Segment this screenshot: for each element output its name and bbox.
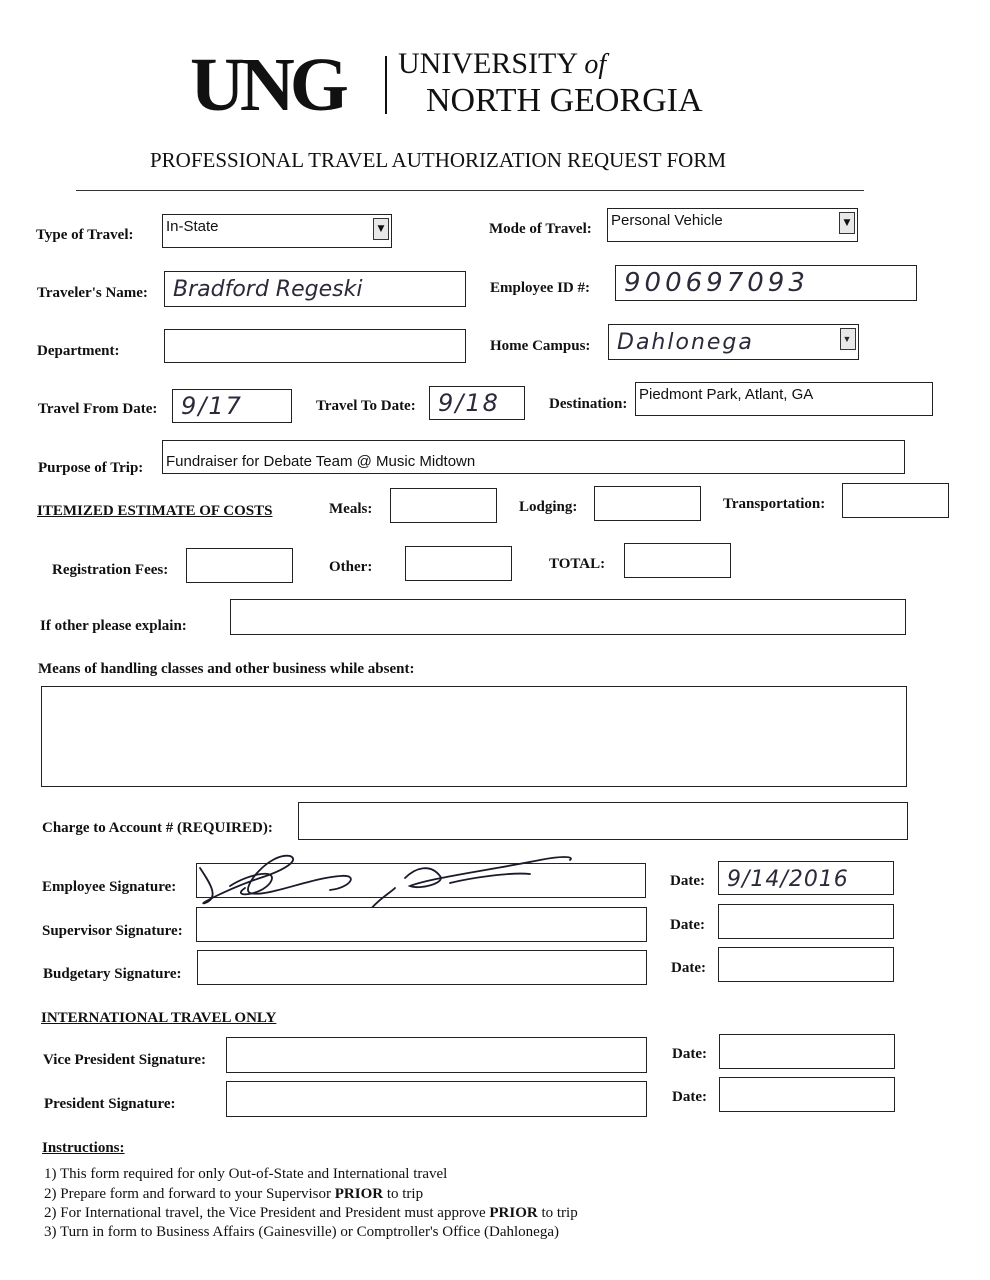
supervisor-date-field[interactable] bbox=[718, 904, 894, 939]
employee-date-field[interactable] bbox=[718, 861, 894, 895]
instruction-emphasis: PRIOR bbox=[334, 1186, 384, 1202]
instruction-text: 2) Prepare form and forward to your Supervisor bbox=[44, 1186, 335, 1202]
logo-divider bbox=[385, 56, 387, 114]
title-rule bbox=[76, 190, 864, 191]
department-label: Department: bbox=[37, 343, 120, 359]
employee-id-field[interactable] bbox=[615, 265, 917, 301]
travelers-name-field[interactable] bbox=[164, 271, 466, 307]
travel-to-date-label: Travel To Date: bbox=[316, 398, 416, 414]
budgetary-date-label: Date: bbox=[671, 960, 706, 976]
home-campus-select[interactable] bbox=[608, 324, 859, 360]
home-campus-value: Dahlonega bbox=[617, 330, 754, 355]
budgetary-signature-label: Budgetary Signature: bbox=[43, 966, 182, 982]
lodging-label: Lodging: bbox=[519, 499, 578, 515]
instructions-heading: Instructions: bbox=[42, 1140, 125, 1156]
other-explain-label: If other please explain: bbox=[40, 618, 187, 634]
instruction-item bbox=[44, 1186, 423, 1203]
budgetary-signature-field[interactable] bbox=[197, 950, 647, 985]
destination-label: Destination: bbox=[549, 396, 628, 412]
purpose-of-trip-label: Purpose of Trip: bbox=[38, 460, 144, 476]
lodging-field[interactable] bbox=[594, 486, 701, 521]
charge-account-label: Charge to Account # (REQUIRED): bbox=[42, 820, 273, 836]
instruction-text: 1) This form required for only Out-of-State and International travel bbox=[44, 1166, 448, 1182]
logo-mark: UNG bbox=[190, 43, 344, 127]
meals-label: Meals: bbox=[329, 501, 373, 517]
travel-to-date-field[interactable] bbox=[429, 386, 525, 420]
instruction-item bbox=[44, 1205, 578, 1222]
employee-date-value: 9/14/2016 bbox=[727, 867, 849, 892]
home-campus-label: Home Campus: bbox=[490, 338, 591, 354]
logo-line-north-georgia: NORTH GEORGIA bbox=[426, 82, 703, 119]
total-label: TOTAL: bbox=[549, 556, 606, 572]
supervisor-date-label: Date: bbox=[670, 917, 705, 933]
travel-from-date-value: 9/17 bbox=[181, 392, 243, 420]
type-of-travel-select[interactable] bbox=[162, 214, 392, 248]
department-field[interactable] bbox=[164, 329, 466, 363]
logo-line-university: UNIVERSITY bbox=[398, 47, 577, 80]
vice-president-signature-label: Vice President Signature: bbox=[43, 1052, 207, 1068]
destination-field[interactable] bbox=[635, 382, 933, 416]
purpose-of-trip-value: Fundraiser for Debate Team @ Music Midtown bbox=[166, 453, 476, 470]
travelers-name-label: Traveler's Name: bbox=[37, 285, 148, 301]
employee-id-value: 900697093 bbox=[624, 268, 809, 298]
supervisor-signature-field[interactable] bbox=[196, 907, 647, 942]
instruction-text-end: to trip bbox=[537, 1205, 578, 1221]
travel-to-date-value: 9/18 bbox=[438, 389, 500, 417]
vice-president-date-label: Date: bbox=[672, 1046, 707, 1062]
chevron-down-icon[interactable]: ▼ bbox=[839, 212, 855, 234]
president-signature-field[interactable] bbox=[226, 1081, 647, 1117]
travel-from-date-field[interactable] bbox=[172, 389, 292, 423]
mode-of-travel-value: Personal Vehicle bbox=[611, 212, 723, 229]
mode-of-travel-select[interactable] bbox=[607, 208, 858, 242]
other-field[interactable] bbox=[405, 546, 512, 581]
type-of-travel-value: In-State bbox=[166, 218, 219, 235]
form-title: PROFESSIONAL TRAVEL AUTHORIZATION REQUEST FORM bbox=[150, 148, 727, 172]
total-field[interactable] bbox=[624, 543, 731, 578]
vice-president-date-field[interactable] bbox=[719, 1034, 895, 1069]
registration-fees-field[interactable] bbox=[186, 548, 293, 583]
other-explain-field[interactable] bbox=[230, 599, 906, 635]
chevron-down-icon[interactable]: ▼ bbox=[840, 328, 856, 350]
instruction-item bbox=[44, 1224, 559, 1241]
travelers-name-value: Bradford Regeski bbox=[173, 277, 363, 302]
type-of-travel-label: Type of Travel: bbox=[36, 227, 134, 243]
instruction-text-end: to trip bbox=[383, 1186, 424, 1202]
employee-date-label: Date: bbox=[670, 873, 705, 889]
logo-of: of bbox=[584, 49, 607, 80]
destination-value: Piedmont Park, Atlant, GA bbox=[639, 386, 814, 403]
registration-fees-label: Registration Fees: bbox=[52, 562, 169, 578]
president-date-field[interactable] bbox=[719, 1077, 895, 1112]
meals-field[interactable] bbox=[390, 488, 497, 523]
travel-from-date-label: Travel From Date: bbox=[38, 401, 158, 417]
international-heading: INTERNATIONAL TRAVEL ONLY bbox=[41, 1010, 277, 1026]
president-signature-label: President Signature: bbox=[44, 1096, 176, 1112]
means-handling-textarea[interactable] bbox=[41, 686, 907, 787]
chevron-down-icon[interactable]: ▼ bbox=[373, 218, 389, 240]
instruction-emphasis: PRIOR bbox=[489, 1205, 538, 1221]
vice-president-signature-field[interactable] bbox=[226, 1037, 647, 1073]
charge-account-field[interactable] bbox=[298, 802, 908, 840]
instruction-item bbox=[44, 1166, 447, 1183]
means-handling-label: Means of handling classes and other business while absent: bbox=[38, 661, 415, 677]
other-label: Other: bbox=[329, 559, 373, 575]
transportation-field[interactable] bbox=[842, 483, 949, 518]
instruction-text: 2) For International travel, the Vice President and President must approve bbox=[44, 1205, 490, 1221]
supervisor-signature-label: Supervisor Signature: bbox=[42, 923, 183, 939]
president-date-label: Date: bbox=[672, 1089, 707, 1105]
employee-signature-label: Employee Signature: bbox=[42, 879, 177, 895]
instruction-text: 3) Turn in form to Business Affairs (Gainesville) or Comptroller's Office (Dahlonega) bbox=[44, 1224, 559, 1240]
mode-of-travel-label: Mode of Travel: bbox=[489, 221, 592, 237]
itemized-costs-heading: ITEMIZED ESTIMATE OF COSTS bbox=[37, 503, 273, 519]
transportation-label: Transportation: bbox=[723, 496, 826, 512]
purpose-of-trip-field[interactable] bbox=[162, 440, 905, 474]
employee-id-label: Employee ID #: bbox=[490, 280, 590, 296]
budgetary-date-field[interactable] bbox=[718, 947, 894, 982]
